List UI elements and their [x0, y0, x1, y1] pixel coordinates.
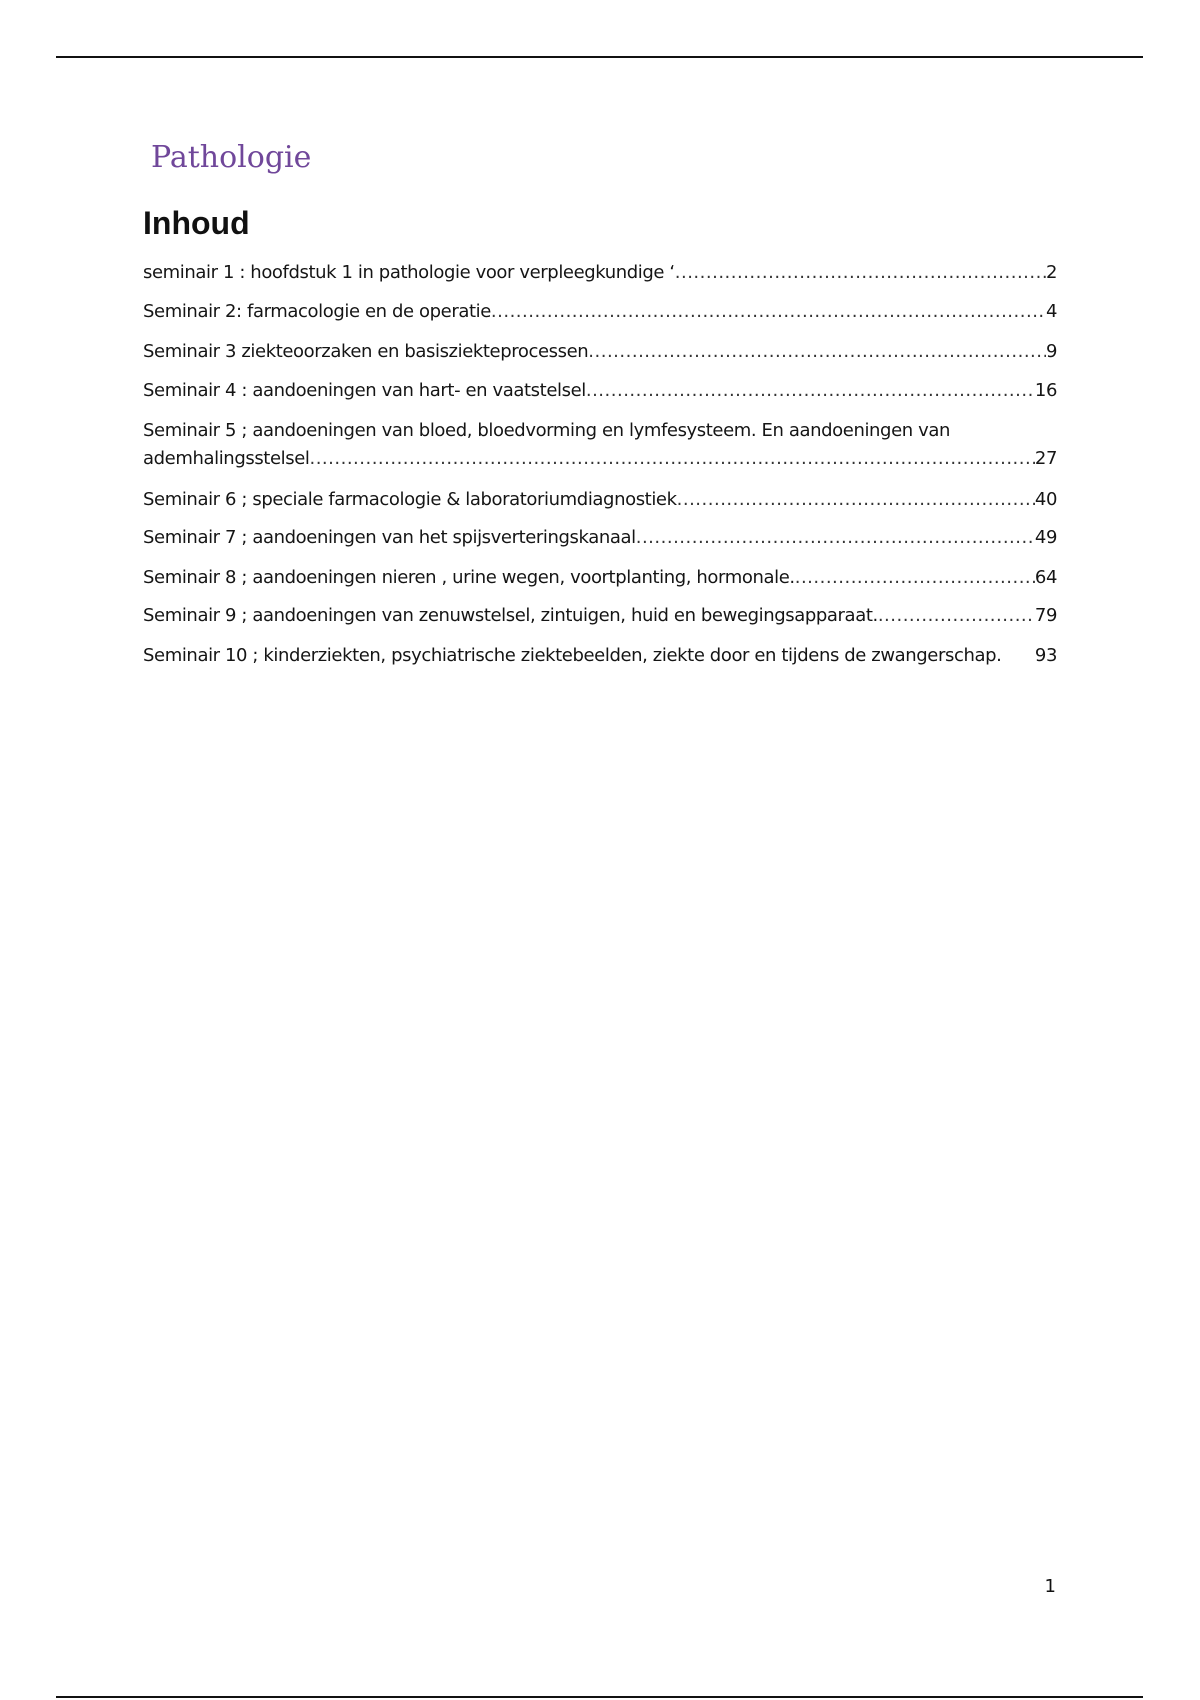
page-number: 1 — [1044, 1576, 1056, 1597]
toc-dot-leader — [588, 338, 1046, 366]
toc-entry-text: Seminair 6 ; speciale farmacologie & laboratoriumdiagnostiek — [143, 489, 677, 510]
toc-entry-text-line1: Seminair 5 ; aandoeningen van bloed, bloedvorming en lymfesysteem. En aandoeningen van — [143, 420, 950, 441]
toc-entry-text: ademhalingsstelsel — [143, 448, 310, 469]
toc-entry-text: Seminair 10 ; kinderziekten, psychiatrische ziektebeelden, ziekte door en tijdens de zwangerschap. — [143, 645, 1002, 666]
toc-entry-text: Seminair 8 ; aandoeningen nieren , urine wegen, voortplanting, hormonale. — [143, 567, 795, 588]
toc-entry-seminair-3[interactable] — [143, 338, 1057, 366]
toc-entry-text: Seminair 2: farmacologie en de operatie — [143, 301, 491, 322]
toc-dot-leader — [878, 602, 1035, 630]
toc-page-number: 79 — [1034, 605, 1057, 626]
toc-heading: Inhoud — [143, 205, 250, 241]
toc-page-number: 64 — [1034, 567, 1057, 588]
toc-entry-seminair-1[interactable] — [143, 259, 1057, 287]
toc-page-number: 2 — [1045, 262, 1057, 283]
header-rule — [56, 56, 1143, 58]
toc-dot-leader — [586, 377, 1035, 405]
toc-dot-leader — [636, 524, 1035, 552]
toc-entry-seminair-4[interactable] — [143, 377, 1057, 405]
toc-entry-seminair-8[interactable] — [143, 564, 1057, 592]
toc-entry-seminair-2[interactable] — [143, 298, 1057, 326]
toc-dot-leader — [675, 259, 1046, 287]
toc-entry-seminair-7[interactable] — [143, 524, 1057, 552]
document-title: Pathologie — [151, 140, 312, 175]
toc-entry-seminair-9[interactable] — [143, 602, 1057, 630]
toc-entry-text: seminair 1 : hoofdstuk 1 in pathologie voor verpleegkundige ‘ — [143, 262, 675, 283]
toc-page-number: 93 — [1034, 645, 1057, 666]
toc-entry-seminair-6[interactable] — [143, 486, 1057, 514]
toc-entry-text: Seminair 4 : aandoeningen van hart- en vaatstelsel — [143, 380, 586, 401]
toc-dot-leader — [491, 298, 1046, 326]
footer-rule — [56, 1696, 1143, 1698]
toc-dot-leader — [677, 486, 1035, 514]
toc-page-number: 27 — [1034, 448, 1057, 469]
toc-page-number: 4 — [1045, 301, 1057, 322]
toc-dot-leader — [795, 564, 1035, 592]
toc-page-number: 9 — [1045, 341, 1057, 362]
toc-entry-text: Seminair 9 ; aandoeningen van zenuwstelsel, zintuigen, huid en bewegingsapparaat. — [143, 605, 878, 626]
toc-page-number: 49 — [1034, 527, 1057, 548]
toc-entry-seminair-5[interactable] — [143, 417, 1057, 473]
toc-dot-leader — [309, 445, 1034, 473]
toc-page-number: 40 — [1034, 489, 1057, 510]
toc-page-number: 16 — [1034, 380, 1057, 401]
toc-entry-text: Seminair 7 ; aandoeningen van het spijsverteringskanaal — [143, 527, 636, 548]
toc-entry-text: Seminair 3 ziekteoorzaken en basisziekteprocessen — [143, 341, 589, 362]
toc-entry-seminair-10[interactable] — [143, 642, 1057, 670]
